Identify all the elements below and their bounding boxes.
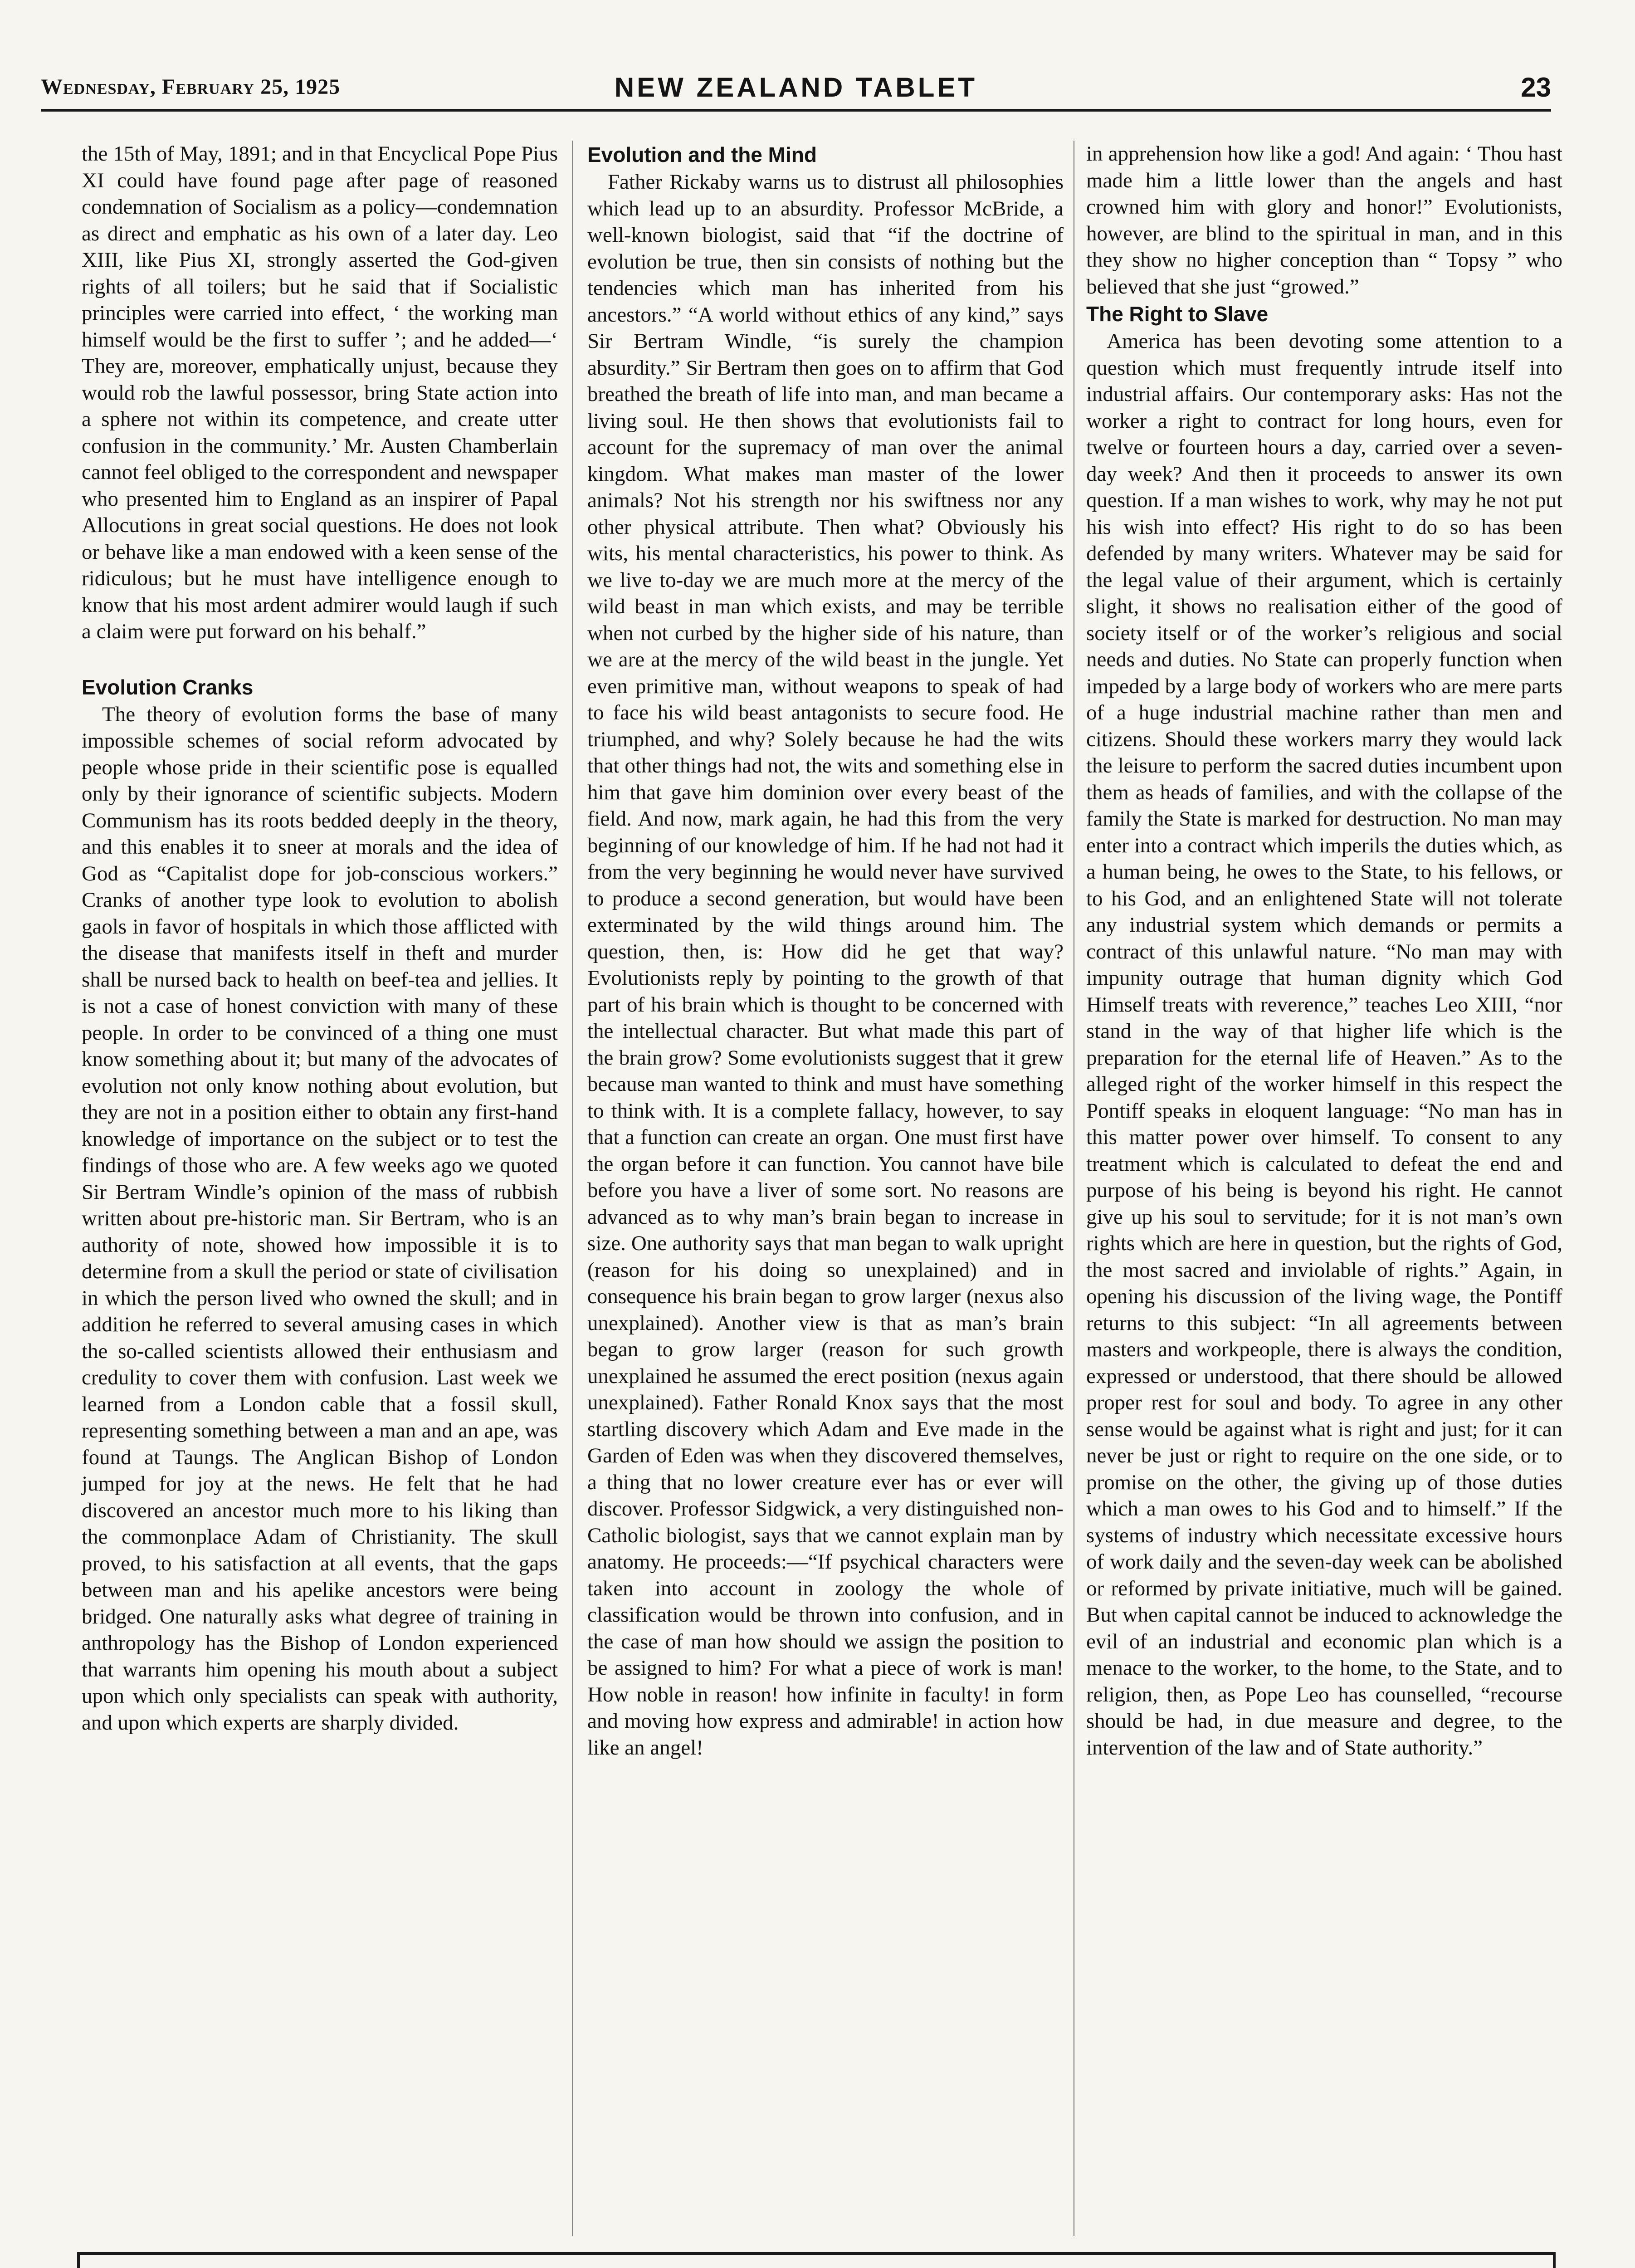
column-2: [587, 141, 1064, 1761]
column-rule: [572, 141, 573, 2236]
article-paragraph: Father Rickaby warns us to distrust all philosophies which lead up to an absurdity. Professor McBride, a well-known biologist, said that “if the doctrine of evolution be true, then sin consists of nothing but the tendencies which man has inherited from his ancestors.” “A world without ethics of any kind,” says Sir Bertram Windle, “is surely the champion absurdity.” Sir Bertram then goes on to affirm that God breathed the breath of life into man, and man became a living soul. He then shows that evolutionists fail to account for the supremacy of man over the animal kingdom. What makes man master of the lower animals? Not his strength nor his swiftness nor any other physical attribute. Then what? Obviously his wits, his mental characteristics, his power to think. As we live to-day we are much more at the mercy of the wild beast in man which exists, and may be terrible when not curbed by the higher side of his nature, than we are at the mercy of the wild beast in the jungle. Yet even primitive man, without weapons to speak of had to face his wild beast antagonists to secure food. He triumphed, and why? Solely because he had the wits that other things had not, the wits and something else in him that gave him dominion over every beast of the field. And now, mark again, he had this from the very beginning of our knowledge of him. If he had not had it from the very beginning he would never have survived to produce a second generation, but would have been exterminated by the wild things around him. The question, then, is: How did he get that way? Evolutionists reply by pointing to the growth of that part of his brain which is thought to be concerned with the intellectual character. But what made this part of the brain grow? Some evolutionists suggest that it grew because man wanted to think and must have something to think with. It is a complete fallacy, however, to say that a function can create an organ. One must first have the organ before it can function. You cannot have bile before you have a liver of some sort. No reasons are advanced as to why man’s brain began to increase in size. One authority says that man began to walk upright (reason for his doing so unexplained) and in consequence his brain began to grow larger (nexus also unexplained). Another view is that as man’s brain began to grow larger (reason for such growth unexplained he assumed the erect position (nexus again unexplained). Father Ronald Knox says that the most startling discovery which Adam and Eve made in the Garden of Eden was when they discovered themselves, a thing that no lower creature ever has or ever will discover. Professor Sidgwick, a very distinguished non-Catholic biologist, says that we cannot explain man by anatomy. He proceeds:—“If psychical characters were taken into account in zoology the whole of classification would be thrown into confusion, and in the case of man how should we assign the position to be assigned to him? For what a piece of work is man! How noble in reason! how infinite in faculty! in form and moving how express and admirable! in action how like an angel!: [587, 170, 1064, 1760]
header-rule: [41, 109, 1551, 112]
page-number: 23: [1521, 72, 1551, 103]
issue-date: Wednesday, February 25, 1925: [41, 75, 341, 99]
article-paragraph: The theory of evolution forms the base of many impossible schemes of social reform advocated by people whose pride in their scientific pose is equalled only by their ignorance of scientific subjects. Modern Communism has its roots bedded deeply in the theory, and this enables it to sneer at morals and the idea of God as “Capitalist dope for job-conscious workers.” Cranks of another type look to evolution to abolish gaols in favor of hospitals in which those afflicted with the disease that manifests itself in theft and murder shall be nursed back to health on beef-tea and jellies. It is not a case of honest conviction with many of these people. In order to be convinced of a thing one must know something about it; but many of the advocates of evolution not only know nothing about evolution, but they are not in a position either to obtain any first-hand knowledge of importance on the subject or to test the findings of those who are. A few weeks ago we quoted Sir Bertram Windle’s opinion of the mass of rubbish written about pre-historic man. Sir Bertram, who is an authority of note, showed how impossible it is to determine from a skull the period or state of civilisation in which the person lived who owned the skull; and in addition he referred to several amusing cases in which the so-called scientists allowed their enthusiasm and credulity to cover them with confusion. Last week we learned from a London cable that a fossil skull, representing something between a man and an ape, was found at Taungs. The Anglican Bishop of London jumped for joy at the news. He felt that he had discovered an ancestor much more to his liking than the commonplace Adam of Christianity. The skull proved, to his satisfaction at all events, that the gaps between man and his apelike ancestors were being bridged. One naturally asks what degree of training in anthropology has the Bishop of London experienced that warrants him opening his mouth about a subject upon which only specialists can speak with authority, and upon which experts are sharply divided.: [82, 702, 558, 1735]
column-3: [1086, 141, 1562, 1761]
article-paragraph: in apprehension how like a god! And again: ‘ Thou hast made him a little lower than the angels and hast crowned him with glory and honor!” Evolutionists, however, are blind to the spiritual in man, and in this they show no higher conception than “ Topsy ” who believed that she just “growed.”: [1086, 142, 1562, 298]
article-paragraph: America has been devoting some attention to a question which must frequently intrude itself into industrial affairs. Our contemporary asks: Has not the worker a right to contract for long hours, even for twelve or fourteen hours a day, carried over a seven-day week? And then it proceeds to answer its own question. If a man wishes to work, why may he not put his wish into effect? His right to do so has been defended by many writers. Whatever may be said for the legal value of their argument, which is certainly slight, it shows no realisation either of the good of society itself or of the worker’s religious and social needs and duties. No State can properly function when impeded by a large body of workers who are mere parts of a huge industrial machine rather than men and citizens. Should these workers marry they would lack the leisure to perform the sacred duties incumbent upon them as heads of families, and with the collapse of the family the State is marked for destruction. No man may enter into a contract which imperils the duties which, as a human being, he owes to the State, to his fellows, or to his God, and an enlightened State will not tolerate any industrial system which demands or permits a contract of this unlawful nature. “No man may with impunity outrage that human dignity which God Himself treats with reverence,” teaches Leo XIII, “nor stand in the way of that higher life which is the preparation for the eternal life of Heaven.” As to the alleged right of the worker himself in this respect the Pontiff speaks in eloquent language: “No man has in this matter power over himself. To consent to any treatment which is calculated to defeat the end and purpose of his being is beyond his right. He cannot give up his soul to servitude; for it is not man’s own rights which are here in question, but the rights of God, the most sacred and inviolable of rights.” Again, in opening his discussion of the living wage, the Pontiff returns to this subject: “In all agreements between masters and workpeople, there is always the condition, expressed or understood, that there should be allowed proper rest for soul and body. To agree in any other sense would be against what is right and just; for it can never be just or right to require on the one side, or to promise on the other, the giving up of those duties which a man owes to his God and to himself.” If the systems of industry which necessitate excessive hours of work daily and the seven-day week can be abolished or reformed by private initiative, much will be gained. But when capital cannot be induced to acknowledge the evil of an industrial and economic plan which is a menace to the worker, to the home, to the State, and to religion, then, as Pope Leo has counselled, “recourse should be had, in due measure and degree, to the intervention of the law and of State authority.”: [1086, 329, 1562, 1760]
section-heading-evolution-cranks: Evolution Cranks: [82, 675, 254, 699]
section-heading-the-right-to-slave: The Right to Slave: [1086, 302, 1269, 326]
column-1: [82, 141, 558, 1736]
article-paragraph: the 15th of May, 1891; and in that Encyclical Pope Pius XI could have found page after page of reasoned condemnation of Socialism as a policy—condemnation as direct and emphatic as his own of a later day. Leo XIII, like Pius XI, strongly asserted the God-given rights of all toilers; but he said that if Socialistic principles were carried into effect, ‘ the working man himself would be the first to suffer ’; and he added—‘ They are, moreover, emphatically unjust, because they would rob the lawful possessor, bring State action into a sphere not within its competence, and create utter confusion in the community.’ Mr. Austen Chamberlain cannot feel obliged to the correspondent and newspaper who presented him to England as an inspirer of Papal Allocutions in great social questions. He does not look or behave like a man endowed with a keen sense of the ridiculous; but he must have intelligence enough to know that his most ardent admirer would laugh if such a claim were put forward on his behalf.”: [82, 142, 558, 643]
page-header: [41, 68, 1551, 113]
advertisement-box: [77, 2252, 1556, 2268]
publication-title: NEW ZEALAND TABLET: [614, 72, 978, 103]
section-heading-evolution-and-the-mind: Evolution and the Mind: [587, 143, 817, 166]
